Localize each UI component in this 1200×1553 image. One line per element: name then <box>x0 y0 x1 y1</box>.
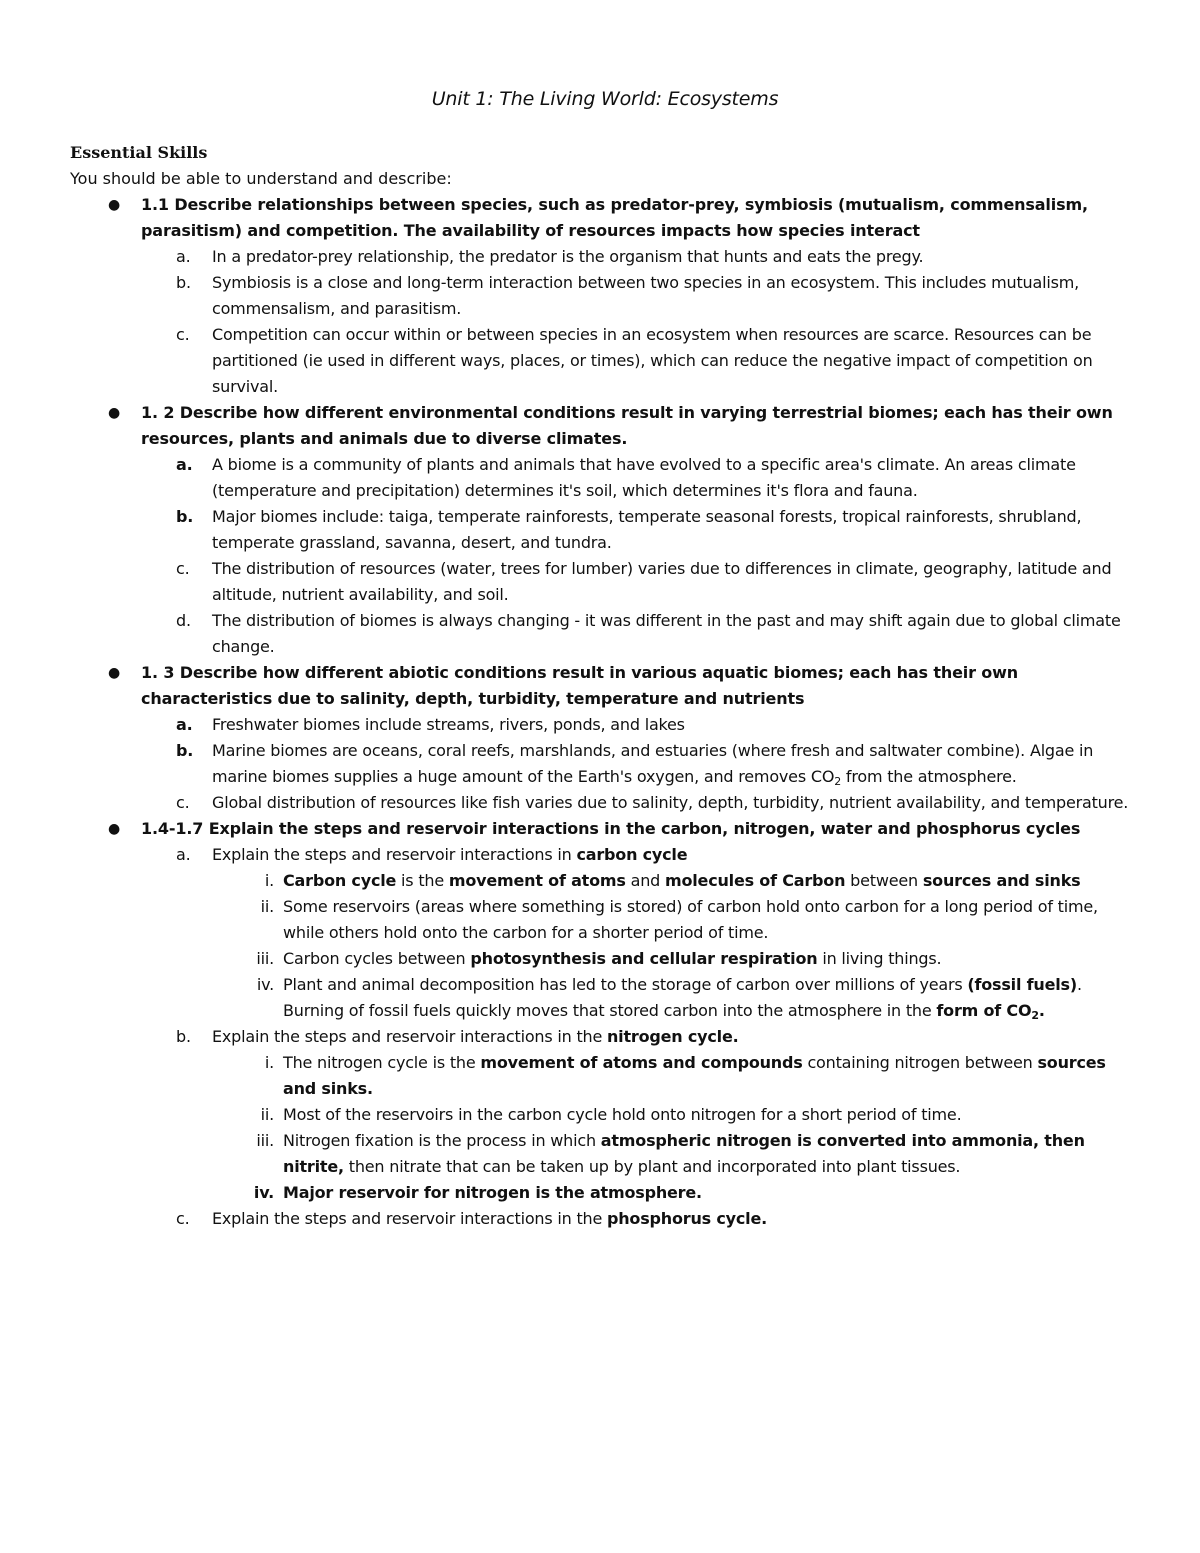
list-marker: a. <box>176 845 191 864</box>
list-marker: c. <box>176 1209 190 1228</box>
sub-item <box>141 738 1140 790</box>
sub-item-nitrogen <box>141 1024 1140 1206</box>
list-marker: b. <box>176 273 191 292</box>
sub-item-text: The distribution of resources (water, trees for lumber) varies due to differences in climate, geography, latitude and altitude, nutrient availability, and soil. <box>212 559 1112 604</box>
skills-list <box>70 192 1140 1232</box>
list-marker: b. <box>176 507 194 526</box>
sub-item-text: Explain the steps and reservoir interactions in the <box>212 1209 607 1228</box>
sub-list <box>141 842 1140 1232</box>
sub-item <box>141 244 1140 270</box>
sub-item-text: A biome is a community of plants and animals that have evolved to a specific area's climate. An areas climate (temperature and precipitation) determines it's soil, which determines it's flora and fauna. <box>212 455 1076 500</box>
list-marker: c. <box>176 559 190 578</box>
sub-item <box>141 322 1140 400</box>
bullet-icon: ● <box>108 665 121 681</box>
roman-item <box>212 868 1140 894</box>
sub-item-text: In a predator-prey relationship, the predator is the organism that hunts and eats the pregy. <box>212 247 924 266</box>
bold-term: photosynthesis and cellular respiration <box>470 949 818 968</box>
skill-title: 1. 2 Describe how different environmental conditions result in varying terrestrial biomes; each has their own resources, plants and animals due to diverse climates. <box>141 403 1113 448</box>
text-run: Nitrogen fixation is the process in which <box>283 1131 601 1150</box>
roman-list <box>212 868 1140 1024</box>
list-marker: a. <box>176 715 193 734</box>
skill-item <box>70 816 1140 1232</box>
bold-term: movement of atoms and compounds <box>480 1053 803 1072</box>
sub-item <box>141 790 1140 816</box>
text-run: Carbon cycles between <box>283 949 471 968</box>
skill-item <box>70 660 1140 816</box>
sub-list <box>141 244 1140 400</box>
text-run: then nitrate that can be taken up by plant and incorporated into plant tissues. <box>343 1157 961 1176</box>
bullet-icon: ● <box>108 197 121 213</box>
sub-list <box>141 712 1140 816</box>
document-title: Unit 1: The Living World: Ecosystems <box>431 88 779 110</box>
intro-text: You should be able to understand and describe: <box>70 169 452 188</box>
list-marker: c. <box>176 793 190 812</box>
bold-term: atmospheric nitrogen is converted into ammonia, then nitrite, <box>283 1131 1085 1176</box>
skill-title: 1.4-1.7 Explain the steps and reservoir interactions in the carbon, nitrogen, water and phosphorus cycles <box>141 819 1081 838</box>
bold-term: (fossil fuels) <box>967 975 1077 994</box>
roman-marker: iv. <box>253 1183 274 1202</box>
list-marker: d. <box>176 611 191 630</box>
bold-term: movement of atoms <box>448 871 626 890</box>
bold-term: Carbon cycle <box>283 871 397 890</box>
skill-title: 1. 3 Describe how different abiotic conditions result in various aquatic biomes; each has their own characteristics due to salinity, depth, turbidity, temperature and nutrients <box>141 663 1018 708</box>
sub-item <box>141 504 1140 556</box>
list-marker: b. <box>176 741 194 760</box>
bold-term: . <box>1038 1001 1045 1020</box>
sub-item-text: Symbiosis is a close and long-term interaction between two species in an ecosystem. This includes mutualism, commensalism, and parasitism. <box>212 273 1079 318</box>
skill-item <box>70 400 1140 660</box>
skill-title: 1.1 Describe relationships between species, such as predator-prey, symbiosis (mutualism, commensalism, parasitism) and competition. The availability of resources impacts how species interact <box>141 195 1088 240</box>
list-marker: a. <box>176 247 191 266</box>
sub-item <box>141 608 1140 660</box>
sub-item-text: from the atmosphere. <box>841 767 1017 786</box>
text-run: Most of the reservoirs in the carbon cycle hold onto nitrogen for a short period of time. <box>283 1105 962 1124</box>
subscript: 2 <box>1031 1009 1039 1022</box>
roman-item <box>212 972 1140 1024</box>
text-run: and <box>625 871 665 890</box>
sub-item-text: Competition can occur within or between species in an ecosystem when resources are scarce. Resources can be partitioned (ie used in different ways, places, or times), which can reduce the negative impact of competition on survival. <box>212 325 1093 396</box>
text-run: in living things. <box>817 949 942 968</box>
bold-term: carbon cycle <box>576 845 688 864</box>
text-run: Plant and animal decomposition has led to the storage of carbon over millions of years <box>283 975 968 994</box>
sub-item-carbon <box>141 842 1140 1024</box>
text-run: containing nitrogen between <box>802 1053 1038 1072</box>
section-heading: Essential Skills <box>70 143 208 162</box>
list-marker: c. <box>176 325 190 344</box>
sub-item-text: The distribution of biomes is always changing - it was different in the past and may shift again due to global climate change. <box>212 611 1121 656</box>
bullet-icon: ● <box>108 821 121 837</box>
roman-item <box>212 1050 1140 1102</box>
bold-term: form of CO <box>936 1001 1032 1020</box>
roman-marker: i. <box>264 1053 274 1072</box>
text-run: Some reservoirs (areas where something is stored) of carbon hold onto carbon for a long period of time, while others hold onto the carbon for a shorter period of time. <box>283 897 1098 942</box>
text-run: between <box>845 871 923 890</box>
roman-item <box>212 1128 1140 1180</box>
text-run: The nitrogen cycle is the <box>283 1053 481 1072</box>
document-page <box>70 84 1140 1232</box>
text-run: . Burning of fossil fuels quickly moves that stored carbon into the atmosphere in the <box>283 975 1082 1020</box>
bold-term: phosphorus cycle. <box>606 1209 767 1228</box>
bullet-icon: ● <box>108 405 121 421</box>
subscript: 2 <box>834 775 842 788</box>
sub-item-phosphorus <box>141 1206 1140 1232</box>
roman-marker: ii. <box>260 897 274 916</box>
sub-item-text: Marine biomes are oceans, coral reefs, marshlands, and estuaries (where fresh and saltwater combine). Algae in marine biomes supplies a huge amount of the Earth's oxygen, and removes CO <box>212 741 1094 786</box>
sub-item-text: Explain the steps and reservoir interactions in <box>212 845 577 864</box>
roman-item <box>212 894 1140 946</box>
list-marker: a. <box>176 455 193 474</box>
sub-item <box>141 452 1140 504</box>
bold-term: sources and sinks. <box>283 1053 1106 1098</box>
skill-item <box>70 192 1140 400</box>
sub-item-text: Major biomes include: taiga, temperate rainforests, temperate seasonal forests, tropical rainforests, shrubland, temperate grassland, savanna, desert, and tundra. <box>212 507 1082 552</box>
text-run: is the <box>396 871 449 890</box>
roman-item <box>212 1102 1140 1128</box>
sub-item <box>141 556 1140 608</box>
sub-list <box>141 452 1140 660</box>
bold-term: sources and sinks <box>922 871 1081 890</box>
sub-item-text: Explain the steps and reservoir interactions in the <box>212 1027 607 1046</box>
list-marker: b. <box>176 1027 191 1046</box>
bold-term: Major reservoir for nitrogen is the atmosphere. <box>283 1183 702 1202</box>
sub-item-text: Global distribution of resources like fish varies due to salinity, depth, turbidity, nutrient availability, and temperature. <box>212 793 1129 812</box>
sub-item <box>141 712 1140 738</box>
roman-item <box>212 1180 1140 1206</box>
roman-list <box>212 1050 1140 1206</box>
bold-term: nitrogen cycle. <box>606 1027 739 1046</box>
roman-marker: i. <box>264 871 274 890</box>
roman-marker: iv. <box>256 975 274 994</box>
sub-item-text: Freshwater biomes include streams, rivers, ponds, and lakes <box>212 715 685 734</box>
sub-item <box>141 270 1140 322</box>
roman-marker: iii. <box>256 949 274 968</box>
roman-marker: ii. <box>260 1105 274 1124</box>
bold-term: molecules of Carbon <box>665 871 846 890</box>
roman-marker: iii. <box>256 1131 274 1150</box>
roman-item <box>212 946 1140 972</box>
